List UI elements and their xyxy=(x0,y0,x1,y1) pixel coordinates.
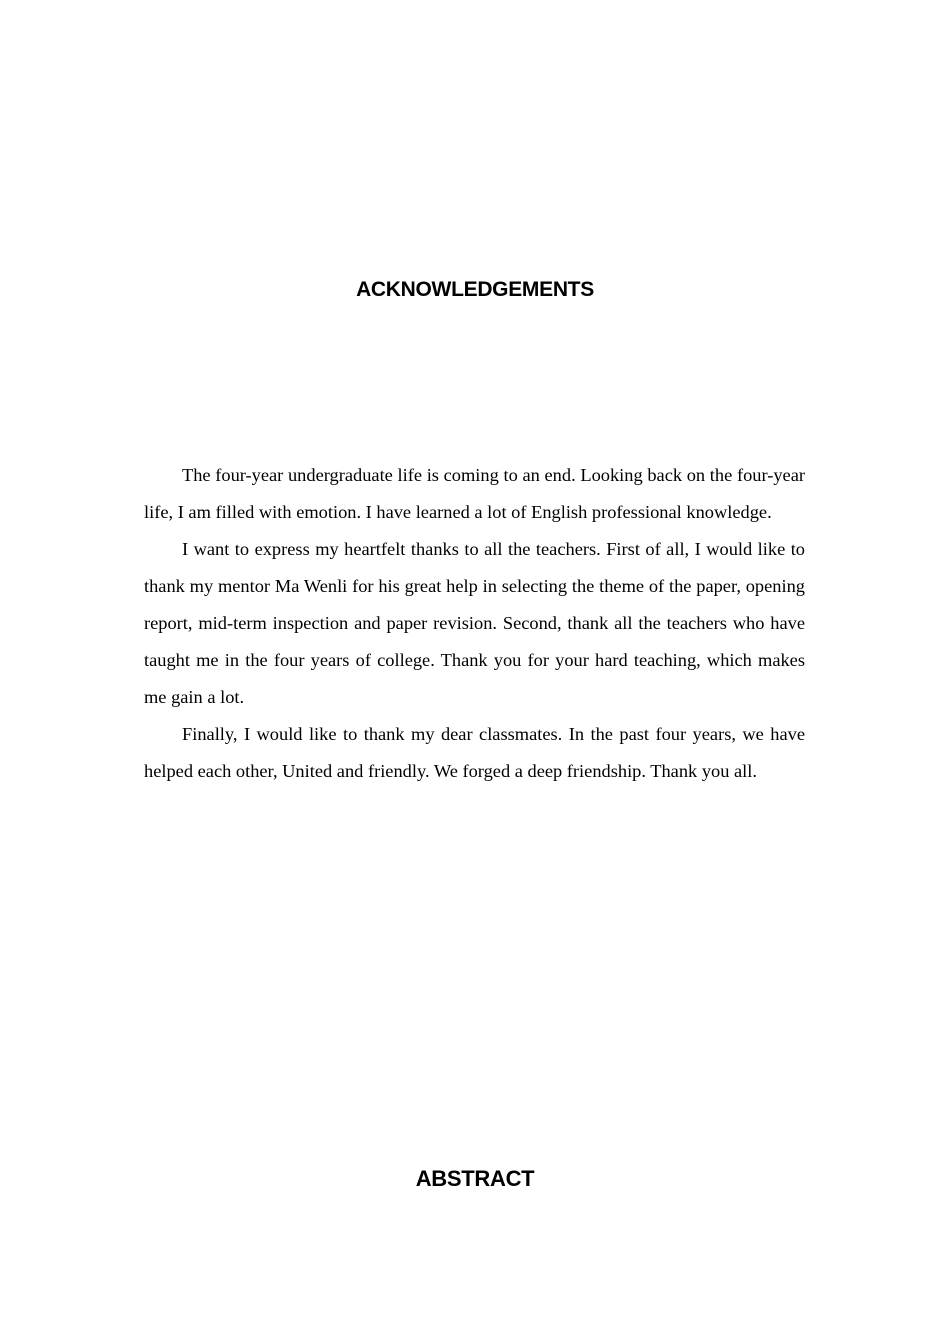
acknowledgements-heading: ACKNOWLEDGEMENTS xyxy=(356,278,594,301)
acknowledgements-body xyxy=(144,457,805,790)
paragraph: I want to express my heartfelt thanks to all the teachers. First of all, I would like to thank my mentor Ma Wenli for his great help in selecting the theme of the paper, opening report, mid-term inspection and paper revision. Second, thank all the teachers who have taught me in the four years of college. Thank you for your hard teaching, which makes me gain a lot. xyxy=(144,539,805,707)
paragraph: The four-year undergraduate life is coming to an end. Looking back on the four-year life, I am filled with emotion. I have learned a lot of English professional knowledge. xyxy=(144,465,805,522)
abstract-heading: ABSTRACT xyxy=(415,1166,535,1191)
paragraph: Finally, I would like to thank my dear classmates. In the past four years, we have helped each other, United and friendly. We forged a deep friendship. Thank you all. xyxy=(144,724,805,781)
